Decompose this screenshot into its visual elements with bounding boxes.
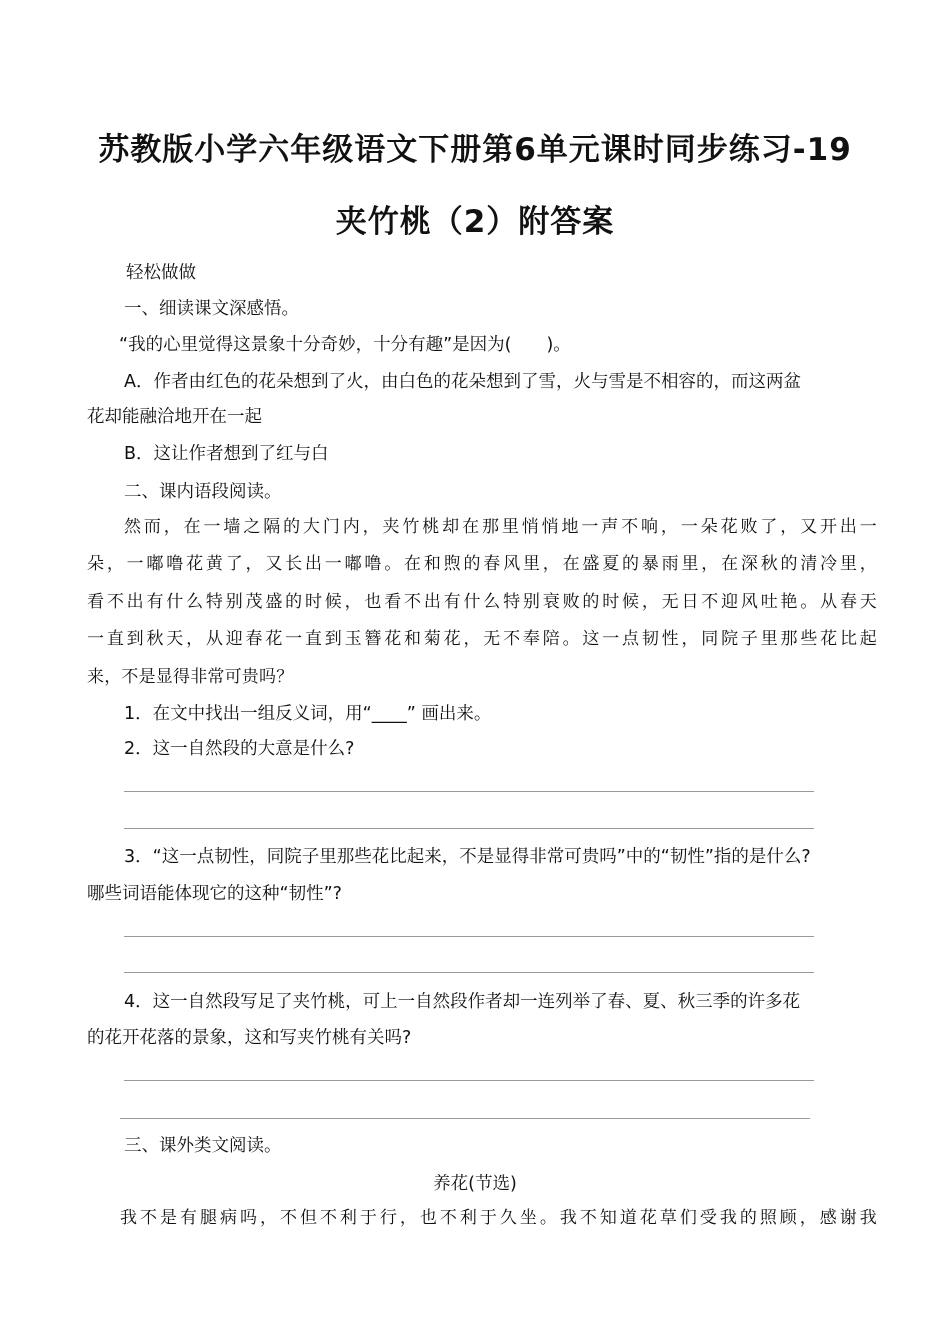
question-4-line2: 的花开花落的景象，这和写夹竹桃有关吗? [87,1028,412,1048]
answer-line [124,972,814,973]
passage-line: 朵，一嘟噜花黄了，又长出一嘟噜。在和煦的春风里，在盛夏的暴雨里，在深秋的清冷里， [87,554,877,574]
answer-line [124,791,814,792]
part1-option-b: B．这让作者想到了红与白 [124,444,329,464]
page-title-line-1: 苏教版小学六年级语文下册第6单元课时同步练习-19 [98,132,852,168]
part1-option-a-line1: A．作者由红色的花朵想到了火，由白色的花朵想到了雪，火与雪是不相容的，而这两盆 [124,372,801,392]
question-1: 1．在文中找出一组反义词，用“____” 画出来。 [124,704,492,724]
answer-line [124,828,814,829]
question-2: 2．这一自然段的大意是什么? [124,739,355,759]
passage-line: 看不出有什么特别茂盛的时候，也看不出有什么特别衰败的时候，无日不迎风吐艳。从春天 [87,592,877,612]
part1-heading: 一、细读课文深感悟。 [124,299,299,319]
answer-line [124,1080,814,1081]
answer-line [120,1118,810,1119]
section-easy-label: 轻松做做 [126,263,196,283]
part1-question: “我的心里觉得这景象十分奇妙，十分有趣”是因为( )。 [119,335,571,355]
passage-line: 一直到秋天，从迎春花一直到玉簪花和菊花，无不奉陪。这一点韧性，同院子里那些花比起 [87,629,877,649]
passage-line: 来，不是显得非常可贵吗？ [87,667,294,687]
answer-line [124,936,814,937]
question-4-line1: 4．这一自然段写足了夹竹桃，可上一自然段作者却一连列举了春、夏、秋三季的许多花 [124,992,801,1012]
passage-line: 然而，在一墙之隔的大门内，夹竹桃却在那里悄悄地一声不响，一朵花败了，又开出一 [124,517,877,537]
part1-option-a-line2: 花却能融洽地开在一起 [87,407,262,427]
article-title: 养花(节选) [433,1174,517,1194]
part2-heading: 二、课内语段阅读。 [124,482,282,502]
part3-passage-line: 我不是有腿病吗，不但不利于行，也不利于久坐。我不知道花草们受我的照顾，感谢我 [120,1208,877,1228]
page-title-line-2: 夹竹桃（2）附答案 [335,204,615,240]
question-3-line1: 3．“这一点韧性，同院子里那些花比起来，不是显得非常可贵吗”中的“韧性”指的是什么? [124,847,811,867]
question-3-line2: 哪些词语能体现它的这种“韧性”? [87,884,342,904]
part3-heading: 三、课外类文阅读。 [124,1136,282,1156]
